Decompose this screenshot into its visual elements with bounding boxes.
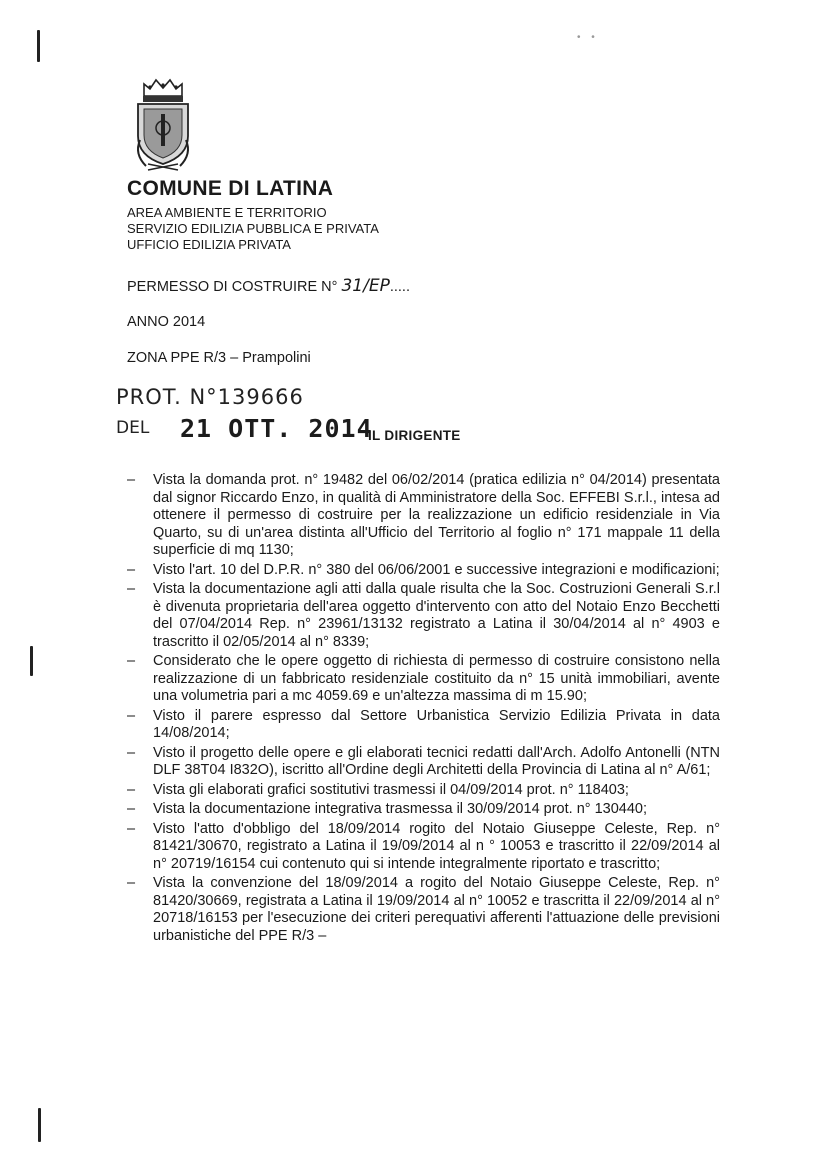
list-item: – Vista la domanda prot. n° 19482 del 06/02/2014 (pratica edilizia n° 04/2014) presentata dal signor Riccardo Enzo, in qualità di Amministratore della Soc. EFFEBI S.r.l., intesa ad ottenere il permesso di costruire per la realizzazione un edificio residenziale in Via Quarto, su di un'area distinta all'Ufficio del Territorio al foglio n° 171 mappale 11 della superficie di mq 1130; — [127, 472, 720, 560]
protocol-del-label: DEL — [116, 418, 150, 438]
scan-mark — [38, 1108, 41, 1142]
list-item: – Vista la documentazione integrativa trasmessa il 30/09/2014 prot. n° 130440; — [127, 801, 720, 819]
list-item: – Visto l'atto d'obbligo del 18/09/2014 rogito del Notaio Giuseppe Celeste, Rep. n° 81421/30670, registrato a Latina il 19/09/2014 al n ° 10053 e trascritto il 22/09/2014 al n° 20719/16154 cui contenuto qui si intende integralmente riportato e trascritto; — [127, 821, 720, 874]
protocol-number: PROT. N°139666 — [116, 385, 304, 409]
recitals-list — [127, 472, 720, 945]
city-crest-icon — [130, 76, 196, 172]
scan-dots: • • — [577, 32, 599, 43]
permesso-line — [127, 276, 410, 296]
permesso-trail: ..... — [389, 279, 410, 295]
date-stamp: 21 OTT. 2014 — [180, 414, 373, 443]
ufficio-line: UFFICIO EDILIZIA PRIVATA — [127, 237, 291, 252]
list-item: – Considerato che le opere oggetto di richiesta di permesso di costruire consistono nella realizzazione di un fabbricato residenziale costituito da n° 15 unità immobiliari, avente una volumetria pari a mc 4059.69 e un'altezza massima di m 15.90; — [127, 653, 720, 706]
list-item: – Visto l'art. 10 del D.P.R. n° 380 del 06/06/2001 e successive integrazioni e modificazioni; — [127, 562, 720, 580]
list-item: – Vista la convenzione del 18/09/2014 a rogito del Notaio Giuseppe Celeste, Rep. n° 81420/30669, registrata a Latina il 19/09/2014 al n° 10052 e trascritta il 22/09/2014 al n° 20718/16153 per l'esecuzione dei criteri perequativi afferenti l'attuazione delle previsioni urbanistiche del PPE R/3 – — [127, 875, 720, 945]
scan-mark — [30, 646, 33, 676]
permesso-number: 31/EP — [341, 276, 390, 296]
list-item: – Vista gli elaborati grafici sostitutivi trasmessi il 04/09/2014 prot. n° 118403; — [127, 782, 720, 800]
municipality-title: COMUNE DI LATINA — [127, 177, 334, 200]
list-item: – Visto il parere espresso dal Settore Urbanistica Servizio Edilizia Privata in data 14/08/2014; — [127, 708, 720, 743]
document-header — [127, 177, 379, 253]
area-line: AREA AMBIENTE E TERRITORIO — [127, 205, 327, 220]
scan-mark — [37, 30, 40, 62]
permesso-label: PERMESSO DI COSTRUIRE N° — [127, 279, 342, 295]
anno-line: ANNO 2014 — [127, 314, 206, 330]
servizio-line: SERVIZIO EDILIZIA PUBBLICA E PRIVATA — [127, 221, 379, 236]
list-item: – Visto il progetto delle opere e gli elaborati tecnici redatti dall'Arch. Adolfo Antonelli (NTN DLF 38T04 I832O), iscritto all'Ordine degli Architetti della Provincia di Latina al n° A/61; — [127, 745, 720, 780]
zona-line: ZONA PPE R/3 – Prampolini — [127, 350, 311, 366]
dirigente-heading: IL DIRIGENTE — [368, 428, 461, 443]
list-item: – Vista la documentazione agli atti dalla quale risulta che la Soc. Costruzioni Generali S.r.l è divenuta proprietaria dell'area oggetto d'intervento con atto del Notaio Enzo Becchetti del 07/04/2014 Rep. n° 23961/13132 registrato a Latina il 30/04/2014 al n° 4903 e trascritto il 02/05/2014 al n° 8339; — [127, 581, 720, 651]
